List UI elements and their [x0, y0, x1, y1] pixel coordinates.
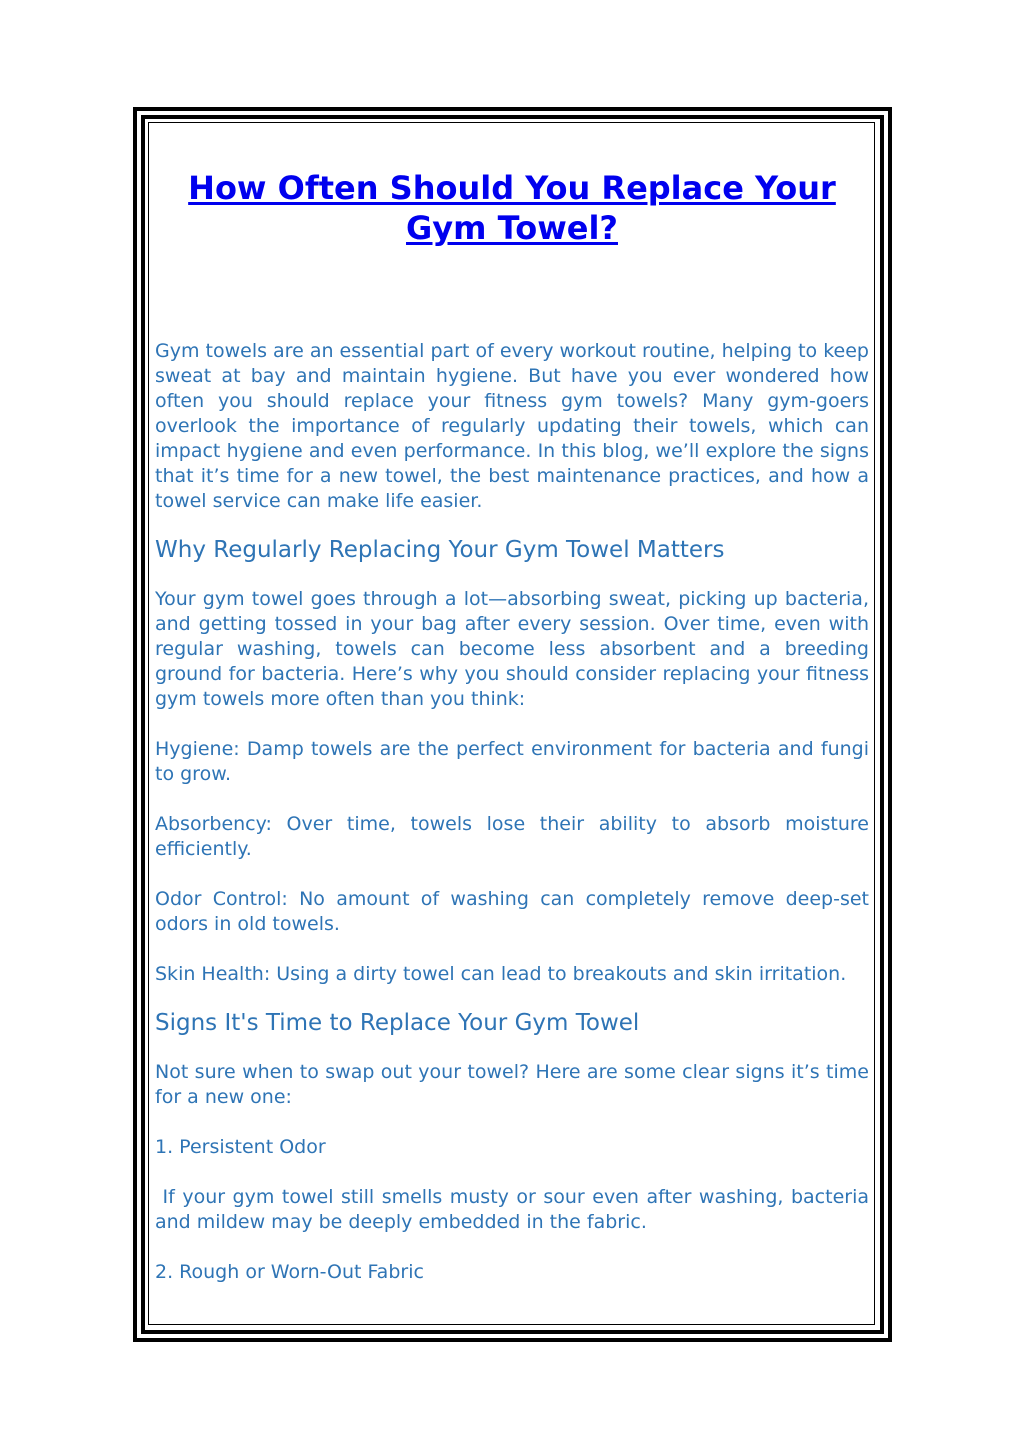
article-title-link[interactable]: How Often Should You Replace Your Gym Towel?: [188, 169, 836, 247]
section-paragraph-why-replace: Your gym towel goes through a lot—absorbing sweat, picking up bacteria, and getting tossed in your bag after every session. Over time, even with regular washing, towels can become less absorbent and a breeding ground for bacteria. Here’s why you should consider replacing your fitness gym towels more often than you think:: [155, 588, 869, 710]
point-skin-health: Skin Health: Using a dirty towel can lead to breakouts and skin irritation.: [155, 963, 847, 985]
point-absorbency: Absorbency: Over time, towels lose their ability to absorb moisture efficiently.: [155, 813, 869, 860]
sign-text-persistent-odor: If your gym towel still smells musty or sour even after washing, bacteria and mildew may be deeply embedded in the fabric.: [155, 1186, 876, 1233]
section-heading-signs: Signs It's Time to Replace Your Gym Towel: [155, 1010, 640, 1036]
sign-title-persistent-odor: 1. Persistent Odor: [155, 1136, 326, 1158]
article-title: [155, 168, 869, 248]
intro-paragraph: Gym towels are an essential part of every workout routine, helping to keep sweat at bay and maintain hygiene. But have you ever wondered how often you should replace your fitness gym towels? Many gym-goers overlook the importance of regularly updating their towels, which can impact hygiene and even performance. In this blog, we’ll explore the signs that it’s time for a new towel, the best maintenance practices, and how a towel service can make life easier.: [155, 340, 869, 512]
section-heading-why-replace: Why Regularly Replacing Your Gym Towel Matters: [155, 537, 725, 563]
point-hygiene: Hygiene: Damp towels are the perfect environment for bacteria and fungi to grow.: [155, 738, 869, 785]
article-content: [155, 168, 876, 1285]
point-odor-control: Odor Control: No amount of washing can completely remove deep-set odors in old towels.: [155, 888, 869, 935]
sign-title-worn-fabric: 2. Rough or Worn-Out Fabric: [155, 1261, 424, 1283]
section-paragraph-signs: Not sure when to swap out your towel? Here are some clear signs it’s time for a new one:: [155, 1061, 869, 1108]
